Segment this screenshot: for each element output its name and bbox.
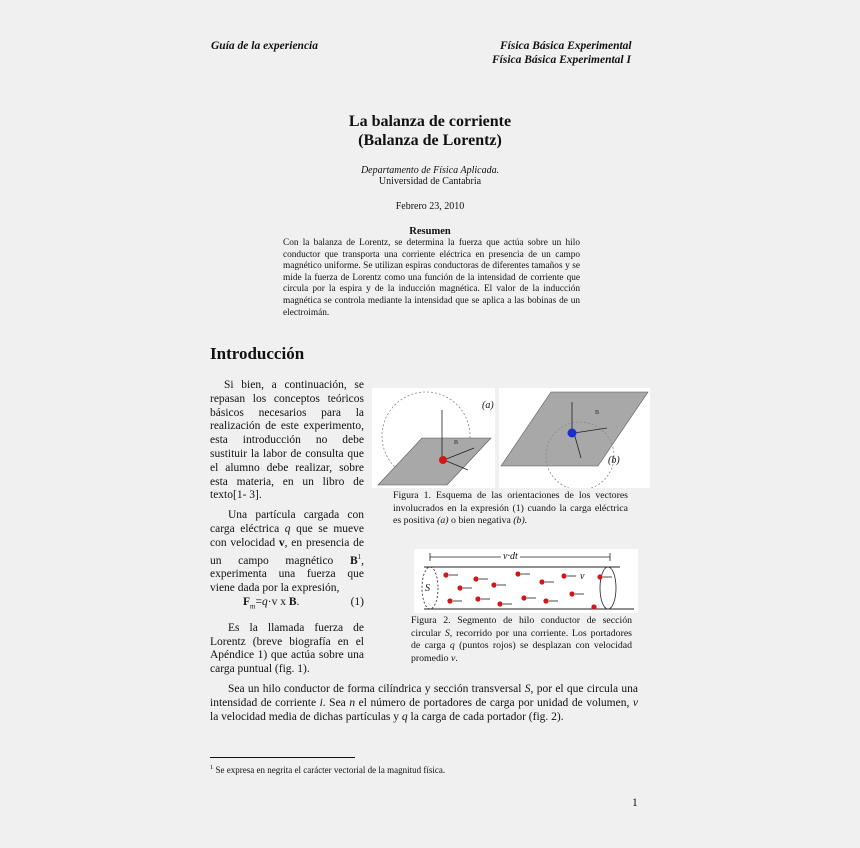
- figure-2-label-vdt: v·dt: [503, 551, 518, 562]
- figure-1b-label: (b): [608, 455, 620, 466]
- department: Departamento de Física Aplicada.: [360, 165, 500, 176]
- running-header-right-2: Física Básica Experimental I: [492, 54, 631, 66]
- title-line-2: (Balanza de Lorentz): [358, 132, 502, 149]
- figure-2: [414, 549, 638, 613]
- running-header-right-1: Física Básica Experimental: [500, 40, 632, 52]
- intro-paragraph-2: Una partícula cargada con carga eléctrica q que se mueve con velocidad v, en presencia de un campo magnético $B^1$, experimenta una fuerza que viene dada por la expresión,: [210, 509, 365, 594]
- section-heading-introduction: Introducción: [210, 344, 305, 363]
- running-header-left: Guía de la experiencia: [211, 40, 318, 52]
- abstract-text: Con la balanza de Lorentz, se determina la fuerza que actúa sobre un hilo conductor que transporta una corriente eléctrica en presencia de un campo magnético uniforme. Se utilizan espiras conductoras de diferentes tamaños y se mide la fuerza de Lorentz como una función de la intensidad de corriente que circula por la espira y de la inducción magnética. El valor de la inducción magnética se controla mediante la intensidad que se aplica a las bobinas de un electroimán.: [283, 238, 580, 318]
- svg-text:B: B: [454, 440, 459, 446]
- figure-2-label-s: S: [425, 583, 430, 594]
- university: Universidad de Cantabria: [378, 176, 482, 187]
- equation-number: (1): [350, 595, 364, 608]
- document-title: [0, 112, 860, 150]
- figure-1-caption: Figura 1. Esquema de las orientaciones de los vectores involucrados en la expresión (1) cuando la carga eléctrica es positiva (a) o bien negativa (b).: [393, 490, 628, 527]
- page-number: 1: [632, 797, 638, 809]
- figure-2-caption: Figura 2. Segmento de hilo conductor de sección circular S, recorrido por una corriente. Los portadores de carga q (puntos rojos) se desplazan con velocidad promedio v.: [411, 615, 632, 664]
- figure-1a: [372, 388, 495, 488]
- figure-1a-label: (a): [482, 400, 494, 411]
- intro-paragraph-1: Si bien, a continuación, se repasan los conceptos teóricos básicos necesarios para la realización de este experimento, esta introducción no debe sustituir la labor de consulta que el alumno debe realizar, sobre esta materia, en un libro de texto[1- 3].: [210, 379, 364, 502]
- equation-1: $F_m=q\cdot v$ x B. (1): [243, 595, 364, 611]
- title-line-1: La balanza de corriente: [348, 113, 512, 130]
- footnote-rule: [210, 757, 355, 758]
- figure-2-label-v: v: [580, 571, 585, 582]
- intro-paragraph-3: Es la llamada fuerza de Lorentz (breve biografía en el Apéndice 1) que actúa sobre una carga puntual (fig. 1).: [210, 621, 364, 676]
- paragraph-conductor: Sea un hilo conductor de forma cilíndrica y sección transversal S, por el que circula una intensidad de corriente i. Sea n el número de portadores de carga por unidad de volumen, v la velocidad media de dichas partículas y q la carga de cada portador (fig. 2).: [210, 683, 639, 723]
- intro-column: [210, 379, 364, 677]
- date: Febrero 23, 2010: [395, 201, 465, 212]
- abstract-heading: Resumen: [409, 226, 451, 237]
- footnote: $^1$ Se expresa en negrita el carácter vectorial de la magnitud física.: [210, 764, 446, 775]
- svg-text:B: B: [595, 410, 600, 416]
- figure-1b: [499, 388, 650, 488]
